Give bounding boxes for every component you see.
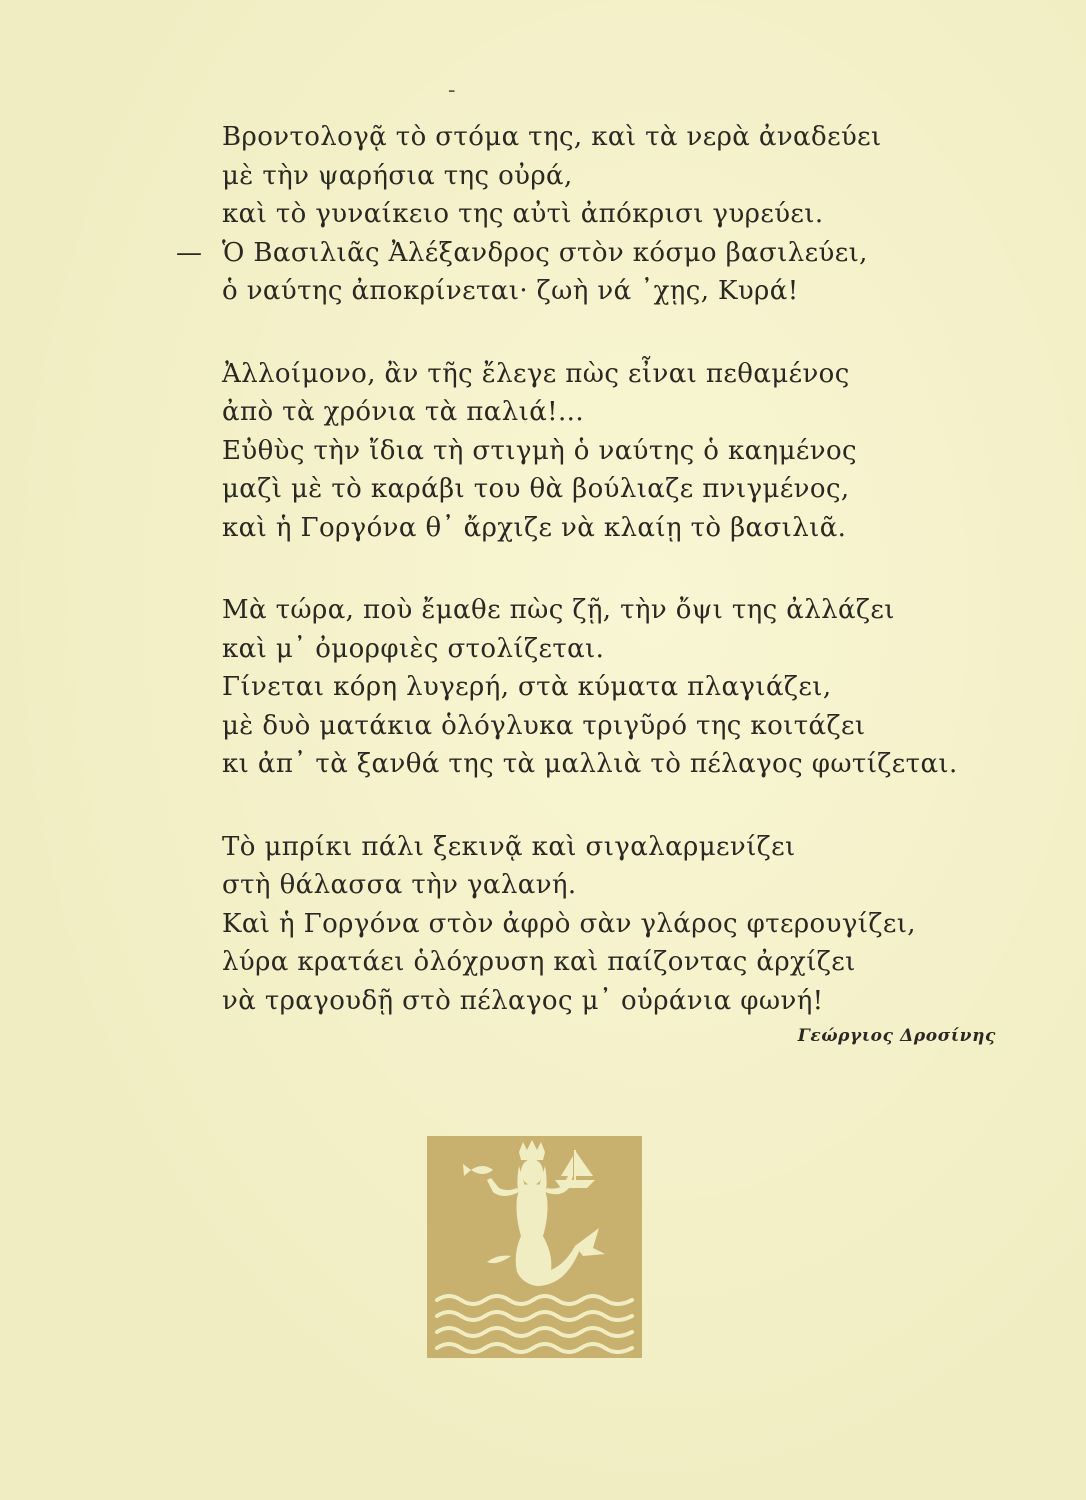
line-text: Γίνεται κόρη λυγερή, στὰ κύματα πλαγιάζει, (222, 672, 832, 702)
poem-line (0, 195, 1086, 234)
poem (0, 118, 1086, 1064)
stanza-4 (0, 828, 1086, 1021)
poem-line (0, 470, 1086, 509)
top-mark: - (448, 78, 456, 103)
line-text: μὲ δυὸ ματάκια ὁλόγλυκα τριγῦρό της κοιτάζει (222, 710, 866, 741)
line-text: Εὐθὺς τὴν ἴδια τὴ στιγμὴ ὁ ναύτης ὁ καημένος (222, 435, 857, 466)
poem-line (0, 905, 1086, 944)
line-text: Καὶ ἡ Γοργόνα στὸν ἀφρὸ σὰν γλάρος φτερουγίζει, (222, 908, 916, 939)
line-text: Ἀλλοίμονο, ἂν τῆς ἔλεγε πὼς εἶναι πεθαμένος (222, 358, 850, 389)
poem-line (0, 982, 1086, 1021)
line-text: ὁ ναύτης ἀποκρίνεται· ζωὴ νά ᾽χῃς, Κυρά! (222, 276, 799, 306)
poem-line (0, 591, 1086, 630)
poem-line (0, 432, 1086, 471)
poem-line (0, 866, 1086, 905)
author-signature: Γεώργιος Δροσίνης (797, 1026, 996, 1046)
poem-line (0, 509, 1086, 548)
line-text: Τὸ μπρίκι πάλι ξεκινᾷ καὶ σιγαλαρμενίζει (222, 831, 796, 862)
poem-line (0, 118, 1086, 157)
poem-line (0, 355, 1086, 394)
line-text: στὴ θάλασσα τὴν γαλανή. (222, 870, 577, 900)
line-text: καὶ μ᾽ ὀμορφιὲς στολίζεται. (222, 633, 605, 664)
poem-line (0, 393, 1086, 432)
line-text: ἀπὸ τὰ χρόνια τὰ παλιά!... (222, 397, 585, 427)
line-dash: — (176, 237, 203, 268)
line-text: καὶ ἡ Γοργόνα θ᾽ ἄρχιζε νὰ κλαίῃ τὸ βασιλιᾶ. (222, 512, 847, 543)
stanza-3 (0, 591, 1086, 784)
poem-line (0, 943, 1086, 982)
line-text: Βροντολογᾷ τὸ στόμα της, καὶ τὰ νερὰ ἀναδεύει (222, 122, 882, 152)
line-text: κι ἀπ᾽ τὰ ξανθά της τὰ μαλλιὰ τὸ πέλαγος φωτίζεται. (222, 749, 958, 779)
poem-line (0, 630, 1086, 669)
line-text: λύρα κρατάει ὁλόχρυση καὶ παίζοντας ἀρχίζει (222, 947, 856, 977)
poem-line (0, 234, 1086, 273)
poem-line (0, 828, 1086, 867)
stanza-2 (0, 355, 1086, 548)
stanza-1 (0, 118, 1086, 311)
line-text: μὲ τὴν ψαρήσια της οὐρά, (222, 160, 573, 191)
poem-line (0, 668, 1086, 707)
line-text: νὰ τραγουδῇ στὸ πέλαγος μ᾽ οὐράνια φωνή! (222, 985, 824, 1016)
line-text: μαζὶ μὲ τὸ καράβι του θὰ βούλιαζε πνιγμένος, (222, 474, 850, 504)
mermaid-queen-vignette-icon (427, 1136, 642, 1358)
line-text: Ὁ Βασιλιᾶς Ἀλέξανδρος στὸν κόσμο βασιλεύει, (222, 237, 868, 268)
line-text: καὶ τὸ γυναίκειο της αὐτὶ ἀπόκρισι γυρεύει. (222, 199, 824, 229)
poem-line (0, 707, 1086, 746)
poem-line (0, 745, 1086, 784)
line-text: Μὰ τώρα, ποὺ ἔμαθε πὼς ζῇ, τὴν ὄψι της ἀλλάζει (222, 595, 895, 625)
poem-line (0, 157, 1086, 196)
poem-line (0, 272, 1086, 311)
